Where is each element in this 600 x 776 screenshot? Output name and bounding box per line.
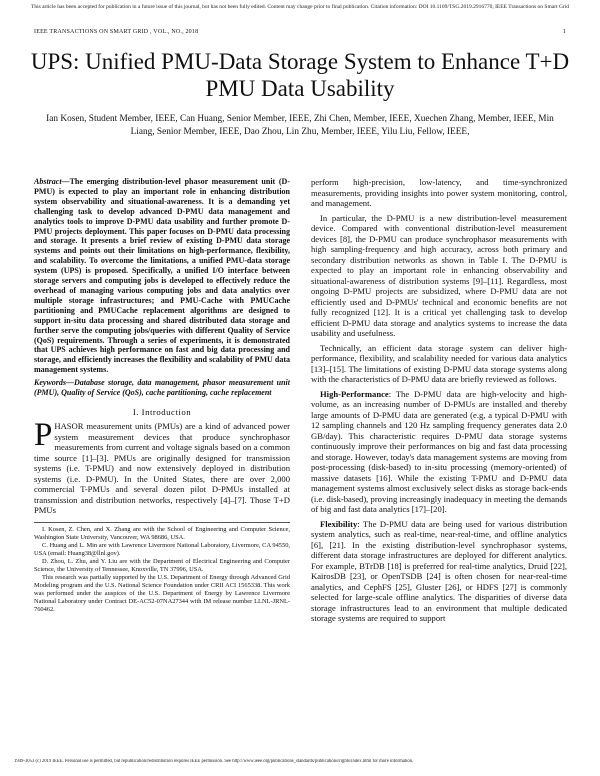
footnote: D. Zhou, L. Zhu, and Y. Liu are with the Department of Electrical Engineering and Computer Science, the University of Tennessee, Knoxville, TN 37996, USA.	[34, 557, 290, 573]
paragraph-text: : The D-PMU data are high-velocity and high-volume, as an increasing number of D-PMUs are installed and thereby large amounts of D-PMU data are generated (e.g, a typical D-PMU with 12 sampling channels and 120 Hz sampling frequency generates data 2.0 GB/day). This characteristic requires D-PMU data storage systems continuously improve their performances on big and fast data processing and storage. However, today's data management systems are moving from post-processing (disk-based) to in-situ processing (memory-oriented) of massive datasets [16]. While the existing T-PMU and D-PMU data management systems almost exclusively select disks as storage back-ends (i.e. disk-based), proving increasingly inadequacy in meeting the demands of big and fast data analytics [17]–[20].	[311, 388, 567, 514]
paragraph-text: Technically, an efficient data storage system can deliver high-performance, flexibility, and scalability needed for various data analytics [13]–[15]. The limitations of existing D-PMU data storage systems along with the characteristics of D-PMU data are briefly reviewed as follows.	[311, 342, 567, 384]
keywords: Keywords—Database storage, data management, phasor measurement unit (PMU), Quality of Service (QoS), cache partitioning, cache replacement	[34, 378, 290, 398]
body-paragraph	[311, 177, 567, 209]
journal-header: IEEE TRANSACTIONS ON SMART GRID , VOL., NO., 2018	[34, 29, 199, 35]
paragraph-text: perform high-precision, low-latency, and time-synchronized measurements, providing insights into power system monitoring, control, and management.	[311, 177, 567, 208]
intro-text: HASOR measurement units (PMUs) are a kind of advanced power system measurement devices that produce synchrophasor measurements from current and voltage signals based on a common time source [1]–[3]. PMUs are originally designed for transmission systems (i.e. T-PMU) and now extensively deployed in distribution systems (i.e. D-PMU). In the United States, there are over 2,000 commercial T-PMUs and several dozen pilot D-PMUs installed at transmission and distribution networks, respectively [4]–[7]. Those T+D PMUs	[34, 421, 290, 516]
right-column	[311, 177, 567, 628]
copyright-footer: 1949-3053 (c) 2019 IEEE. Personal use is permitted, but republication/redistribution requires IEEE permission. See http://www.ieee.org/publications_standards/publications/rights/index.html for more information.	[14, 759, 414, 764]
paper-title: UPS: Unified PMU-Data Storage System to Enhance T+D PMU Data Usability	[30, 49, 570, 101]
acceptance-notice: This article has been accepted for publication in a future issue of this journal, but has not been fully edited. Content may change prior to final publication. Citation information: DOI 10.1109/TSG.2019.2916770, IEEE Transactions on Smart Grid	[30, 4, 570, 10]
paragraph-lead: High-Performance	[320, 388, 389, 399]
abstract-lead: Abstract—	[34, 177, 70, 186]
body-paragraph	[311, 519, 567, 624]
left-column	[34, 177, 290, 614]
intro-paragraph	[34, 417, 290, 516]
body-paragraph	[311, 213, 567, 339]
paragraph-lead: Flexibility	[320, 518, 358, 529]
abstract-text: The emerging distribution-level phasor measurement unit (D-PMU) is expected to play an important role in enhancing distribution system observability and situational-awareness. It is a demanding yet challenging task to develop advanced D-PMU data management and analytics tools to improve D-PMU data usability and further promote D-PMU projects deployment. This paper focuses on D-PMU data processing and storage. It presents a brief review of existing D-PMU data storage systems and points out their limitations on high-performance, flexibility, and scalability. To overcome the limitations, a unified PMU-data storage system (UPS) is proposed. Specifically, a unified I/O interface between storage servers and computing jobs is developed to effectively reduce the overhead of managing various computing jobs and data analytics over multiple storage infrastructures; and PMU-Cache with PMUCache partitioning and PMUCache replacement algorithms are designed to support in-situ data processing and shared distributed data storage and further serve the computing jobs/queries with different Quality of Service (QoS) requirements. Through a series of experiments, it is demonstrated that UPS achieves high performance on fast and big data processing and storage, and efficiently increases the flexibility and scalability of PMU data management systems.	[34, 177, 290, 375]
running-header	[34, 29, 566, 35]
footnote: I. Kosen, Z. Chen, and X. Zhang are with the School of Engineering and Computer Science, Washington State University, Vancouver, WA 98686, USA.	[34, 525, 290, 541]
footnotes	[34, 522, 290, 614]
body-paragraph	[311, 343, 567, 385]
page-number: 1	[562, 29, 566, 35]
drop-cap: P	[34, 417, 53, 454]
author-list: Ian Kosen, Student Member, IEEE, Can Huang, Senior Member, IEEE, Zhi Chen, Member, IEEE, Xuechen Zhang, Member, IEEE, Min Liang, Senior Member, IEEE, Dao Zhou, Lin Zhu, Member, IEEE, Yilu Liu, Fellow, IEEE,	[46, 114, 554, 137]
paragraph-text: : The D-PMU data are being used for various distribution system analytics, such as real-time, near-real-time, and offline analytics [6], [21]. In the existing distribution-level synchrophasor systems, different data storage infrastructures are deployed for different analytics. For example, BTrDB [18] is preferred for real-time analytics, Druid [22], KairosDB [23], or OpenTSDB [24] is often chosen for near-real-time analytics, and CephFS [25], Gluster [26], or HDFS [27] is commonly selected for large-scale offline analytics. The disparities of diverse data storage infrastructures lead to an environment that multiple dedicated storage systems are required to support	[311, 518, 567, 623]
paragraph-text: In particular, the D-PMU is a new distribution-level measurement device. Compared with conventional distribution-level measurement devices [8], the D-PMU can produce synchrophasor measurements with high sampling-frequency and high accuracy, across both primary and secondary distribution networks as shown in Table I. The D-PMU is expected to play an important role in enhancing observability and situational-awareness of distribution systems [9]–[11]. Regardless, most ongoing D-PMU projects are subsidized, where D-PMU data are not efficiently used and D-PMUs' technical and economic benefits are not fully recognized [12]. It is a critical yet challenging task to develop efficient D-PMU data storage and analytics systems to increase the data usability and usefulness.	[311, 212, 567, 338]
body-paragraph	[311, 389, 567, 515]
footnote: C. Huang and L. Min are with Lawrence Livermore National Laboratory, Livermore, CA 94550, USA (email: Huang38@llnl.gov).	[34, 541, 290, 557]
footnote: This research was partially supported by the U.S. Department of Energy through Advanced Grid Modeling program and the U.S. National Science Foundation under CRII ACI 1565338. This work was performed under the auspices of the U.S. Department of Energy by Lawrence Livermore National Laboratory under Contract DE-AC52-07NA27344 with IM release number LLNL-JRNL-760462.	[34, 573, 290, 613]
abstract	[34, 177, 290, 375]
section-heading: I. Introduction	[132, 406, 192, 417]
